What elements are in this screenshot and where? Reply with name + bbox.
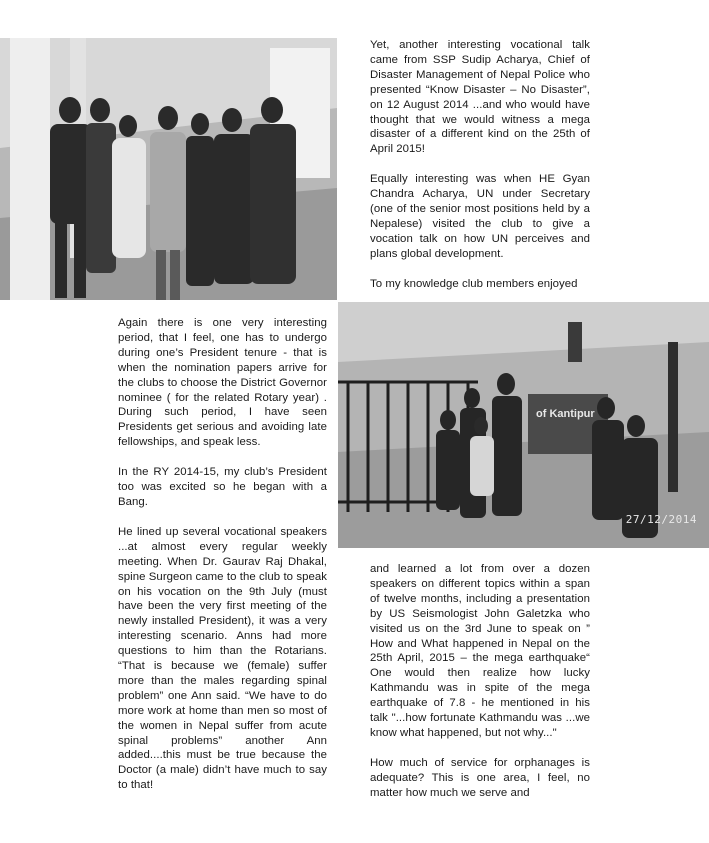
paragraph: To my knowledge club members enjoyed bbox=[370, 277, 578, 290]
column-top-right bbox=[370, 38, 590, 307]
group-photo-gate bbox=[338, 302, 709, 548]
sign-text: of Kantipur bbox=[536, 408, 595, 420]
column-left bbox=[118, 316, 327, 808]
paragraph: He lined up several vocational speakers ...at almost every regular weekly meeting. When Dr. Gaurav Raj Dhakal, spine Surgeon came to the club to speak on his vocation on the 9th July (must have been the very first meeting of the newly installed President), it was a very interesting scenario. Anns had more questions to him than the Rotarians. “That is because we (female) suffer more than the males regarding spinal problem” one Ann said. “We have to do more work at home than men so most of the women in Nepal suffer from acute spinal problems” another Ann added....this must be true because the Doctor (a male) didn’t have much to say to that! bbox=[118, 525, 327, 792]
paragraph: How much of service for orphanages is adequate? This is one area, I feel, no matter how much we serve and bbox=[370, 756, 590, 799]
paragraph: Yet, another interesting vocational talk came from SSP Sudip Acharya, Chief of Disaster Management of Nepal Police who presented “Know Disaster – No Disaster”, on 12 August 2014 ...and who would have thought that we would witness a mega disaster of a different kind on the 25th of April 2015! bbox=[370, 39, 590, 156]
column-bottom-right bbox=[370, 562, 590, 816]
paragraph: In the RY 2014-15, my club’s President too was excited so he began with a Bang. bbox=[118, 466, 327, 508]
group-photo-corridor bbox=[0, 38, 337, 300]
date-stamp: 27/12/2014 bbox=[625, 513, 697, 526]
paragraph: Equally interesting was when HE Gyan Chandra Acharya, UN under Secretary (one of the senior most positions held by a Nepalese) visited the club to give a vocation talk on how UN perceives and plans global development. bbox=[370, 173, 590, 260]
paragraph: and learned a lot from over a dozen speakers on different topics within a span of twelve months, including a presentation by US Seismologist John Galetzka who visited us on the 3rd June to speak on ” How and What happened in Nepal on the 25th April, 2015 – the mega earthquake“ One would then realize how lucky Kathmandu was in spite of the mega earthquake of 7.8 - he mentioned in his talk "...how fortunate Kathmandu was ...we know what happened, but not why..." bbox=[370, 563, 590, 739]
paragraph: Again there is one very interesting period, that I feel, one has to undergo during one’s President tenure - that is when the nomination papers arrive for the clubs to choose the District Governor nominee ( for the related Rotary year) . During such period, I have seen Presidents get serious and avoiding late fellowships, and speak less. bbox=[118, 317, 327, 449]
